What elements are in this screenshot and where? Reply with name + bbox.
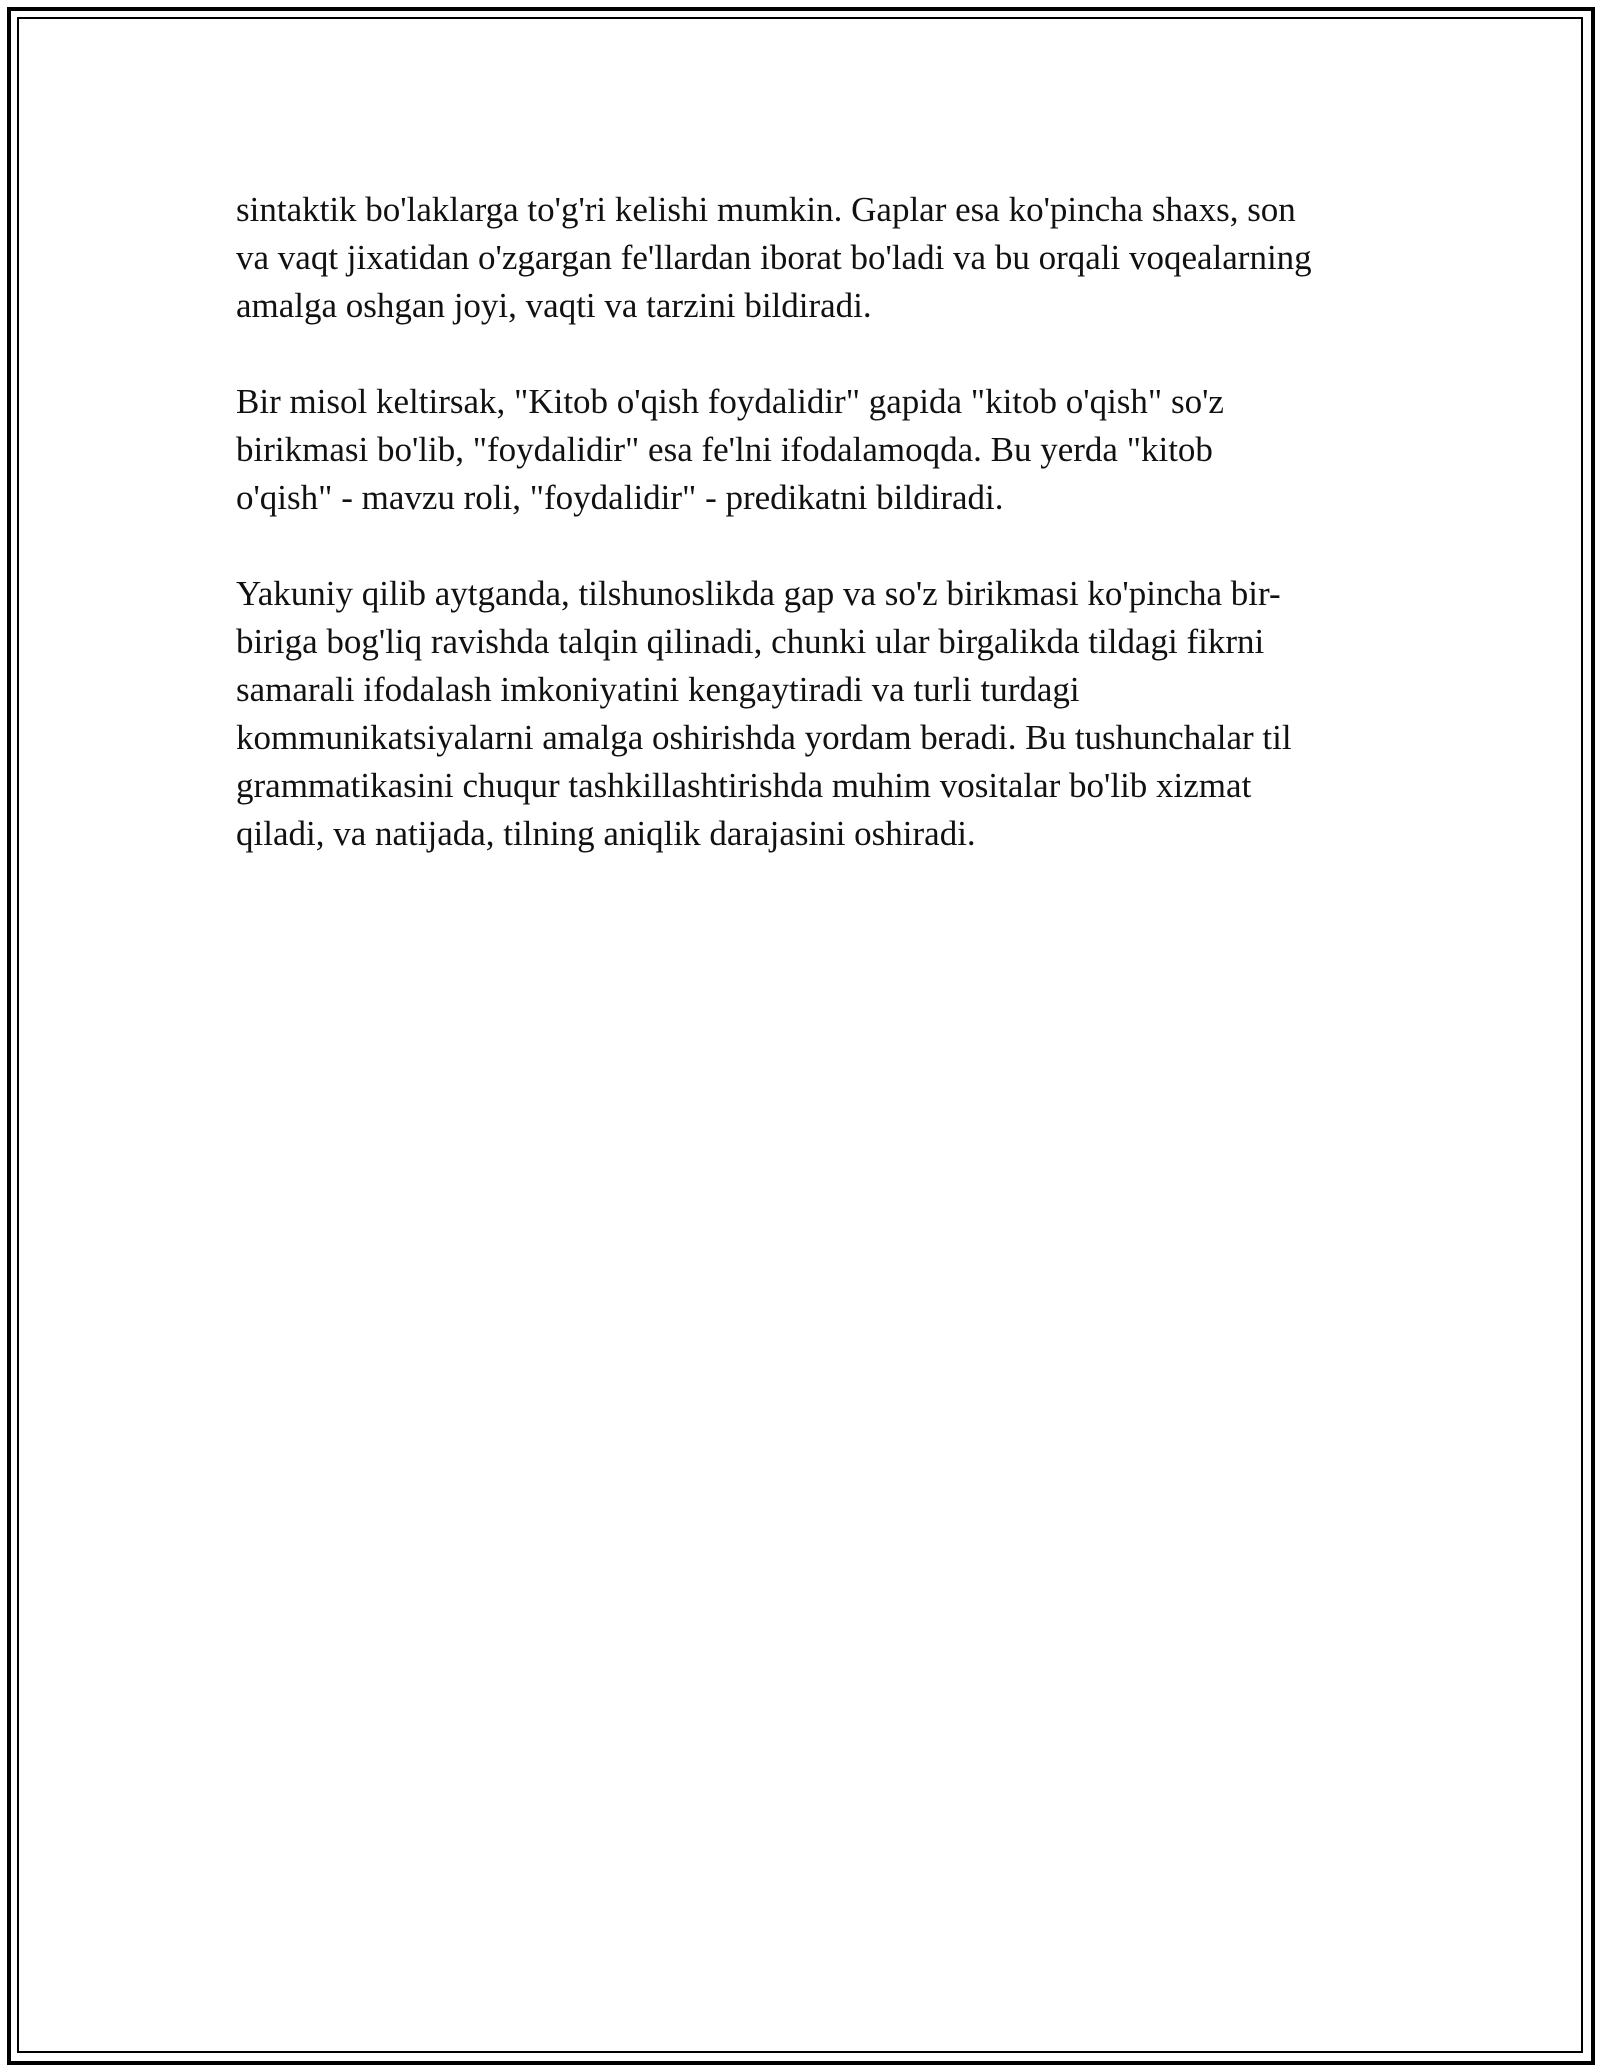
text-line: samarali ifodalash imkoniyatini kengaytiradi va turli turdagi	[236, 670, 1080, 709]
paragraph-3	[236, 570, 1376, 858]
text-line: o'qish" - mavzu roli, "foydalidir" - predikatni bildiradi.	[236, 478, 1004, 517]
text-line: biriga bog'liq ravishda talqin qilinadi, chunki ular birgalikda tildagi fikrni	[236, 622, 1265, 661]
paragraph-1	[236, 186, 1376, 330]
text-line: amalga oshgan joyi, vaqti va tarzini bildiradi.	[236, 286, 872, 325]
text-line: grammatikasini chuqur tashkillashtirishda muhim vositalar bo'lib xizmat	[236, 766, 1252, 805]
paragraph-2	[236, 378, 1376, 522]
text-line: va vaqt jixatidan o'zgargan fe'llardan iborat bo'ladi va bu orqali voqealarning	[236, 238, 1312, 277]
text-line: Yakuniy qilib aytganda, tilshunoslikda gap va so'z birikmasi ko'pincha bir-	[236, 574, 1281, 613]
text-line: sintaktik bo'laklarga to'g'ri kelishi mumkin. Gaplar esa ko'pincha shaxs, son	[236, 190, 1296, 229]
text-line: Bir misol keltirsak, "Kitob o'qish foydalidir" gapida "kitob o'qish" so'z	[236, 382, 1224, 421]
text-line: qiladi, va natijada, tilning aniqlik darajasini oshiradi.	[236, 814, 976, 853]
text-line: birikmasi bo'lib, "foydalidir" esa fe'lni ifodalamoqda. Bu yerda "kitob	[236, 430, 1213, 469]
document-body	[236, 186, 1376, 906]
text-line: kommunikatsiyalarni amalga oshirishda yordam beradi. Bu tushunchalar til	[236, 718, 1292, 757]
